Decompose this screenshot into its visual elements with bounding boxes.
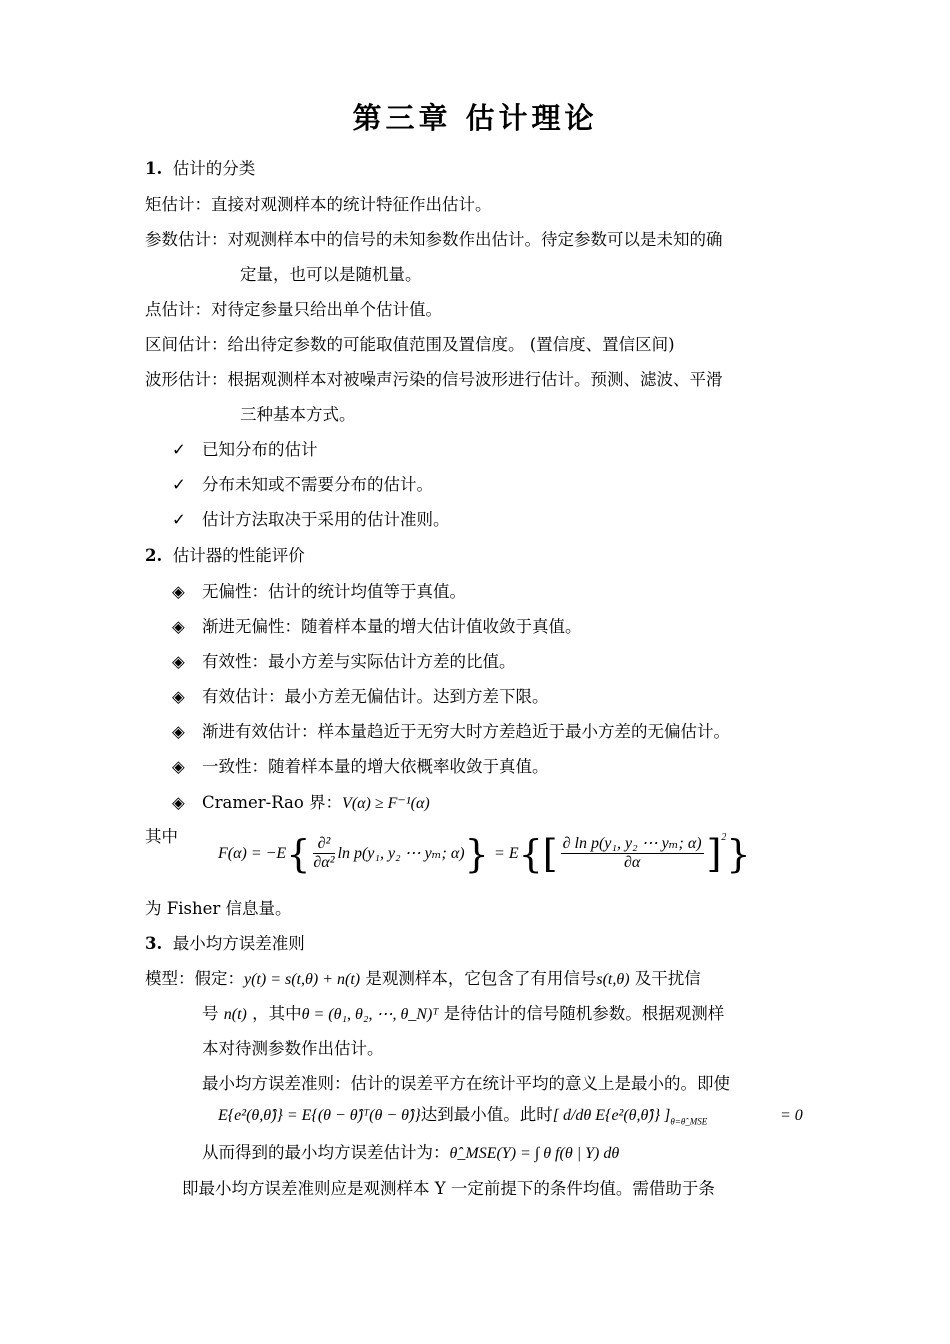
section-3-heading: [145, 933, 305, 955]
section-title: 估计器的性能评价: [172, 546, 305, 565]
section-title: 最小均方误差准则: [172, 934, 305, 953]
checkmark-icon: ✓: [172, 440, 186, 459]
diamond-bullet-icon: ◈: [172, 757, 185, 776]
diamond-bullet-icon: ◈: [172, 582, 185, 601]
fisher-information-label: 为 Fisher 信息量。: [145, 899, 292, 918]
diamond-bullet-icon: ◈: [172, 687, 185, 706]
mmse-criterion-line4: 即最小均方误差准则应是观测样本 Y 一定前提下的条件均值。需借助于条: [182, 1179, 715, 1198]
mse-expectation-formula: E{e²(θ,θ̂)} = E{(θ − θ̂)ᵀ(θ − θ̂)}: [218, 1107, 421, 1124]
performance-item: ◈ 渐进有效估计：样本量趋近于无穷大时方差趋近于最小方差的无偏估计。: [172, 722, 730, 741]
performance-item: ◈ 有效估计：最小方差无偏估计。达到方差下限。: [172, 687, 549, 706]
checklist-item: ✓ 估计方法取决于采用的估计准则。: [172, 510, 450, 529]
section-1-heading: [145, 158, 255, 180]
where-label: 其中: [145, 827, 178, 846]
moment-estimation: 矩估计：直接对观测样本的统计特征作出估计。: [145, 195, 492, 214]
performance-item: ◈ 一致性：随着样本量的增大依概率收敛于真值。: [172, 757, 549, 776]
diamond-bullet-icon: ◈: [172, 617, 185, 636]
fisher-information-formula: F(α) = −E{ $\frac{\text{∂²}}{\text{∂α²}}$ ln p(y₁, y₂ ⋯ yₘ; α)} = E{[ $\frac{\text{∂ ln p(y₁, y₂ ⋯ yₘ; α)}}{\partial\alpha}$ ]$^2$}: [218, 831, 751, 876]
diamond-bullet-icon: ◈: [172, 652, 185, 671]
point-estimation: 点估计：对待定参量只给出单个估计值。: [145, 300, 442, 319]
checklist-item: ✓ 已知分布的估计: [172, 440, 318, 459]
checkmark-icon: ✓: [172, 510, 186, 529]
mse-derivative-formula: [ d/dθ E{e²(θ,θ̂)} ]: [552, 1107, 671, 1124]
mmse-criterion-line2: E{e²(θ,θ̂)} = E{(θ − θ̂)ᵀ(θ − θ̂)}达到最小值。此时[ d/dθ E{e²(θ,θ̂)} ]$_{\theta=\thetâ\_MSE}$: [218, 1105, 708, 1127]
mse-derivative-condition: θ=θ̂_MSE: [670, 1116, 708, 1127]
mmse-criterion-line1: 最小均方误差准则：估计的误差平方在统计平均的意义上是最小的。即使: [202, 1074, 730, 1093]
model-line3: 本对待测参数作出估计。: [202, 1039, 384, 1058]
mse-derivative-zero: = 0: [780, 1107, 803, 1124]
section-number: 3.: [145, 934, 163, 953]
checkmark-icon: ✓: [172, 475, 186, 494]
mmse-estimate-formula: θ̂_MSE(Y) = ∫ θ f(θ | Y) dθ: [449, 1145, 620, 1162]
section-number: 1.: [145, 159, 163, 178]
waveform-estimation-line2: 三种基本方式。: [240, 405, 356, 424]
waveform-estimation-line1: 波形估计：根据观测样本对被噪声污染的信号波形进行估计。预测、滤波、平滑: [145, 370, 723, 389]
cramer-rao-formula: V(α) ≥ F⁻¹(α): [342, 795, 430, 812]
chapter-title: 第三章 估计理论: [352, 101, 598, 135]
mmse-criterion-line3: 从而得到的最小均方误差估计为：θ̂_MSE(Y) = ∫ θ f(θ | Y) dθ: [202, 1143, 620, 1162]
parameter-estimation-line1: 参数估计：对观测样本中的信号的未知参数作出估计。待定参数可以是未知的确: [145, 230, 723, 249]
interval-estimation: 区间估计：给出待定参数的可能取值范围及置信度。 (置信度、置信区间): [145, 335, 675, 354]
section-2-heading: [145, 545, 305, 567]
cramer-rao-bound: ◈ Cramer-Rao 界：V(α) ≥ F⁻¹(α): [172, 793, 430, 812]
model-line2: 号 n(t) ，其中θ = (θ₁, θ₂, ⋯, θ_N)ᵀ 是待估计的信号随机参数。根据观测样: [202, 1004, 725, 1023]
section-number: 2.: [145, 546, 163, 565]
checklist-item: ✓ 分布未知或不需要分布的估计。: [172, 475, 433, 494]
parameter-estimation-line2: 定量，也可以是随机量。: [240, 265, 422, 284]
section-title: 估计的分类: [172, 159, 256, 178]
performance-item: ◈ 渐进无偏性：随着样本量的增大估计值收敛于真值。: [172, 617, 582, 636]
diamond-bullet-icon: ◈: [172, 793, 185, 812]
performance-item: ◈ 有效性：最小方差与实际估计方差的比值。: [172, 652, 516, 671]
diamond-bullet-icon: ◈: [172, 722, 185, 741]
model-line1: 模型：假定：y(t) = s(t,θ) + n(t) 是观测样本，它包含了有用信号s(t,θ) 及干扰信: [145, 969, 701, 988]
performance-item: ◈ 无偏性：估计的统计均值等于真值。: [172, 582, 466, 601]
